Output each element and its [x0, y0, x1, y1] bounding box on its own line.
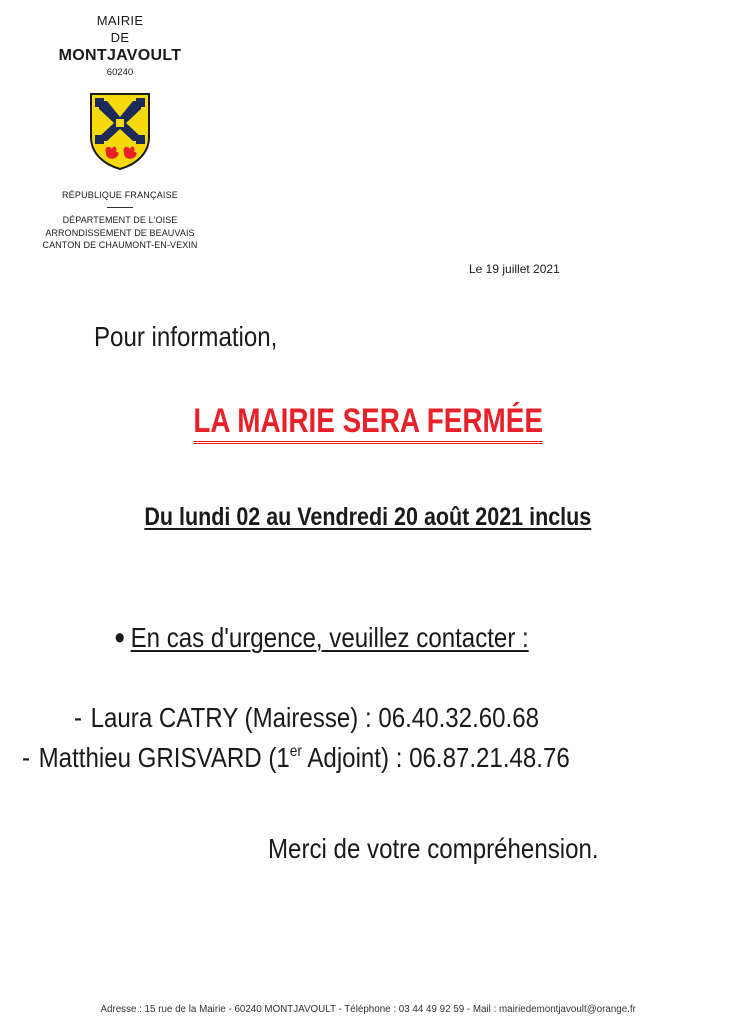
letterhead-divider [107, 207, 133, 208]
letterhead-de: DE [110, 30, 130, 45]
letterhead-canton: CANTON DE CHAUMONT-EN-VEXIN [42, 240, 198, 250]
footer-address: Adresse : 15 rue de la Mairie - 60240 MONTJAVOULT - Téléphone : 03 44 49 92 59 - Mail : mairiedemontjavoult@orange.fr [100, 1004, 636, 1015]
letterhead [30, 12, 210, 252]
contact-dash: - [22, 742, 31, 773]
emergency-line [114, 622, 529, 654]
letterhead-commune: MONTJAVOULT [58, 47, 182, 64]
letterhead-arrondissement: ARRONDISSEMENT DE BEAUVAIS [45, 227, 195, 238]
letterhead-departement: DÉPARTEMENT DE L'OISE [62, 215, 178, 225]
contact-item [74, 702, 539, 734]
contact-text: Laura CATRY (Mairesse) : 06.40.32.60.68 [90, 702, 540, 733]
headline-container [0, 402, 736, 444]
contact-text-after: Adjoint) : 06.87.21.48.76 [302, 742, 570, 773]
bullet-icon: ● [114, 624, 126, 649]
closure-headline: LA MAIRIE SERA FERMÉE [193, 402, 543, 444]
letterhead-republique: RÉPUBLIQUE FRANÇAISE [61, 190, 179, 200]
emergency-text: En cas d'urgence, veuillez contacter : [130, 622, 529, 653]
closing-text: Merci de votre compréhension. [268, 833, 599, 864]
closure-period: Du lundi 02 au Vendredi 20 août 2021 inclus [144, 503, 592, 531]
contact-dash: - [74, 702, 83, 733]
letter-date: Le 19 juillet 2021 [469, 262, 560, 276]
period-container [0, 503, 736, 532]
footer [0, 1004, 736, 1015]
letterhead-postcode: 60240 [106, 67, 134, 78]
intro-text: Pour information, [94, 321, 278, 352]
contact-item [22, 742, 570, 774]
letterhead-mairie: MAIRIE [96, 13, 144, 28]
coat-of-arms-icon [88, 91, 152, 171]
contact-text-before: Matthieu GRISVARD (1 [38, 742, 290, 773]
contact-superscript: er [289, 743, 303, 760]
